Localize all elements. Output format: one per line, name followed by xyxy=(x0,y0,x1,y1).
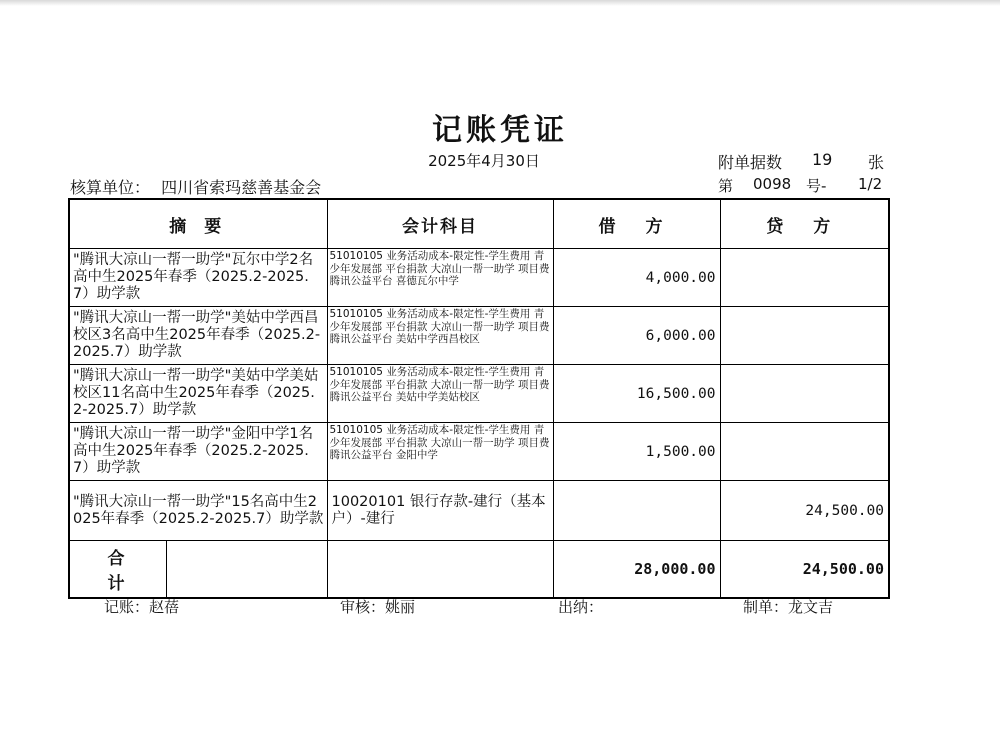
unit-label: 核算单位： xyxy=(70,178,151,197)
header-credit: 贷 方 xyxy=(720,199,889,249)
page-indicator: 1/2 xyxy=(858,175,883,193)
header-summary: 摘 要 xyxy=(69,199,327,249)
voucher-table xyxy=(68,198,890,599)
header-row xyxy=(69,199,889,249)
table-row xyxy=(69,481,889,541)
credit-cell xyxy=(720,423,889,481)
credit-cell xyxy=(720,307,889,365)
voucher-date: 2025年4月30日 xyxy=(428,152,540,170)
summary-cell: "腾讯大凉山一帮一助学"美姑中学西昌校区3名高中生2025年春季（2025.2-2025.7）助学款 xyxy=(69,307,327,365)
account-cell: 51010105 业务活动成本-限定性-学生费用 青少年发展部 平台捐款 大凉山一帮一助学 项目费 腾讯公益平台 美姑中学美姑校区 xyxy=(327,365,553,423)
debit-cell: 16,500.00 xyxy=(553,365,720,423)
summary-cell: "腾讯大凉山一帮一助学"美姑中学美姑校区11名高中生2025年春季（2025.2-2025.7）助学款 xyxy=(69,365,327,423)
debit-cell xyxy=(553,481,720,541)
total-label: 合 计 xyxy=(70,541,167,597)
voucher-number xyxy=(718,175,888,196)
account-cell: 10020101 银行存款-建行（基本户）-建行 xyxy=(327,481,553,541)
credit-cell xyxy=(720,249,889,307)
account-cell: 51010105 业务活动成本-限定性-学生费用 青少年发展部 平台捐款 大凉山一帮一助学 项目费 腾讯公益平台 喜德瓦尔中学 xyxy=(327,249,553,307)
voucher-title: 记账凭证 xyxy=(432,113,568,148)
table-row xyxy=(69,423,889,481)
table-row xyxy=(69,365,889,423)
cashier: 出纳： xyxy=(558,598,604,616)
debit-cell: 6,000.00 xyxy=(553,307,720,365)
total-debit: 28,000.00 xyxy=(553,541,720,599)
reviewer: 审核：姚丽 xyxy=(340,598,416,616)
credit-cell xyxy=(720,365,889,423)
number-value: 0098 xyxy=(753,175,792,193)
unit-name: 四川省索玛慈善基金会 xyxy=(161,178,322,197)
attachment-count: 19 xyxy=(812,150,833,169)
table-row xyxy=(69,307,889,365)
credit-cell: 24,500.00 xyxy=(720,481,889,541)
attachment-label: 附单据数 xyxy=(718,153,783,172)
summary-cell: "腾讯大凉山一帮一助学"瓦尔中学2名高中生2025年春季（2025.2-2025.7）助学款 xyxy=(69,249,327,307)
debit-cell: 4,000.00 xyxy=(553,249,720,307)
summary-cell: "腾讯大凉山一帮一助学"15名高中生2025年春季（2025.2-2025.7）助学款 xyxy=(69,481,327,541)
summary-cell: "腾讯大凉山一帮一助学"金阳中学1名高中生2025年春季（2025.2-2025.7）助学款 xyxy=(69,423,327,481)
preparer: 制单：龙文吉 xyxy=(743,598,834,616)
header-debit: 借 方 xyxy=(553,199,720,249)
attachment-info xyxy=(718,150,888,173)
total-credit: 24,500.00 xyxy=(720,541,889,599)
table-row xyxy=(69,249,889,307)
header-account: 会计科目 xyxy=(327,199,553,249)
accounting-unit xyxy=(70,175,321,198)
number-suffix: 号- xyxy=(806,177,827,195)
account-cell: 51010105 业务活动成本-限定性-学生费用 青少年发展部 平台捐款 大凉山一帮一助学 项目费 腾讯公益平台 美姑中学西昌校区 xyxy=(327,307,553,365)
debit-cell: 1,500.00 xyxy=(553,423,720,481)
number-prefix: 第 xyxy=(718,177,734,195)
page-edge xyxy=(0,0,1000,6)
total-row xyxy=(69,541,889,599)
bookkeeper: 记账：赵蓓 xyxy=(104,598,180,616)
attachment-unit: 张 xyxy=(868,153,885,172)
account-cell: 51010105 业务活动成本-限定性-学生费用 青少年发展部 平台捐款 大凉山一帮一助学 项目费 腾讯公益平台 金阳中学 xyxy=(327,423,553,481)
total-empty-cell xyxy=(327,541,553,599)
total-label-cell xyxy=(69,541,327,599)
